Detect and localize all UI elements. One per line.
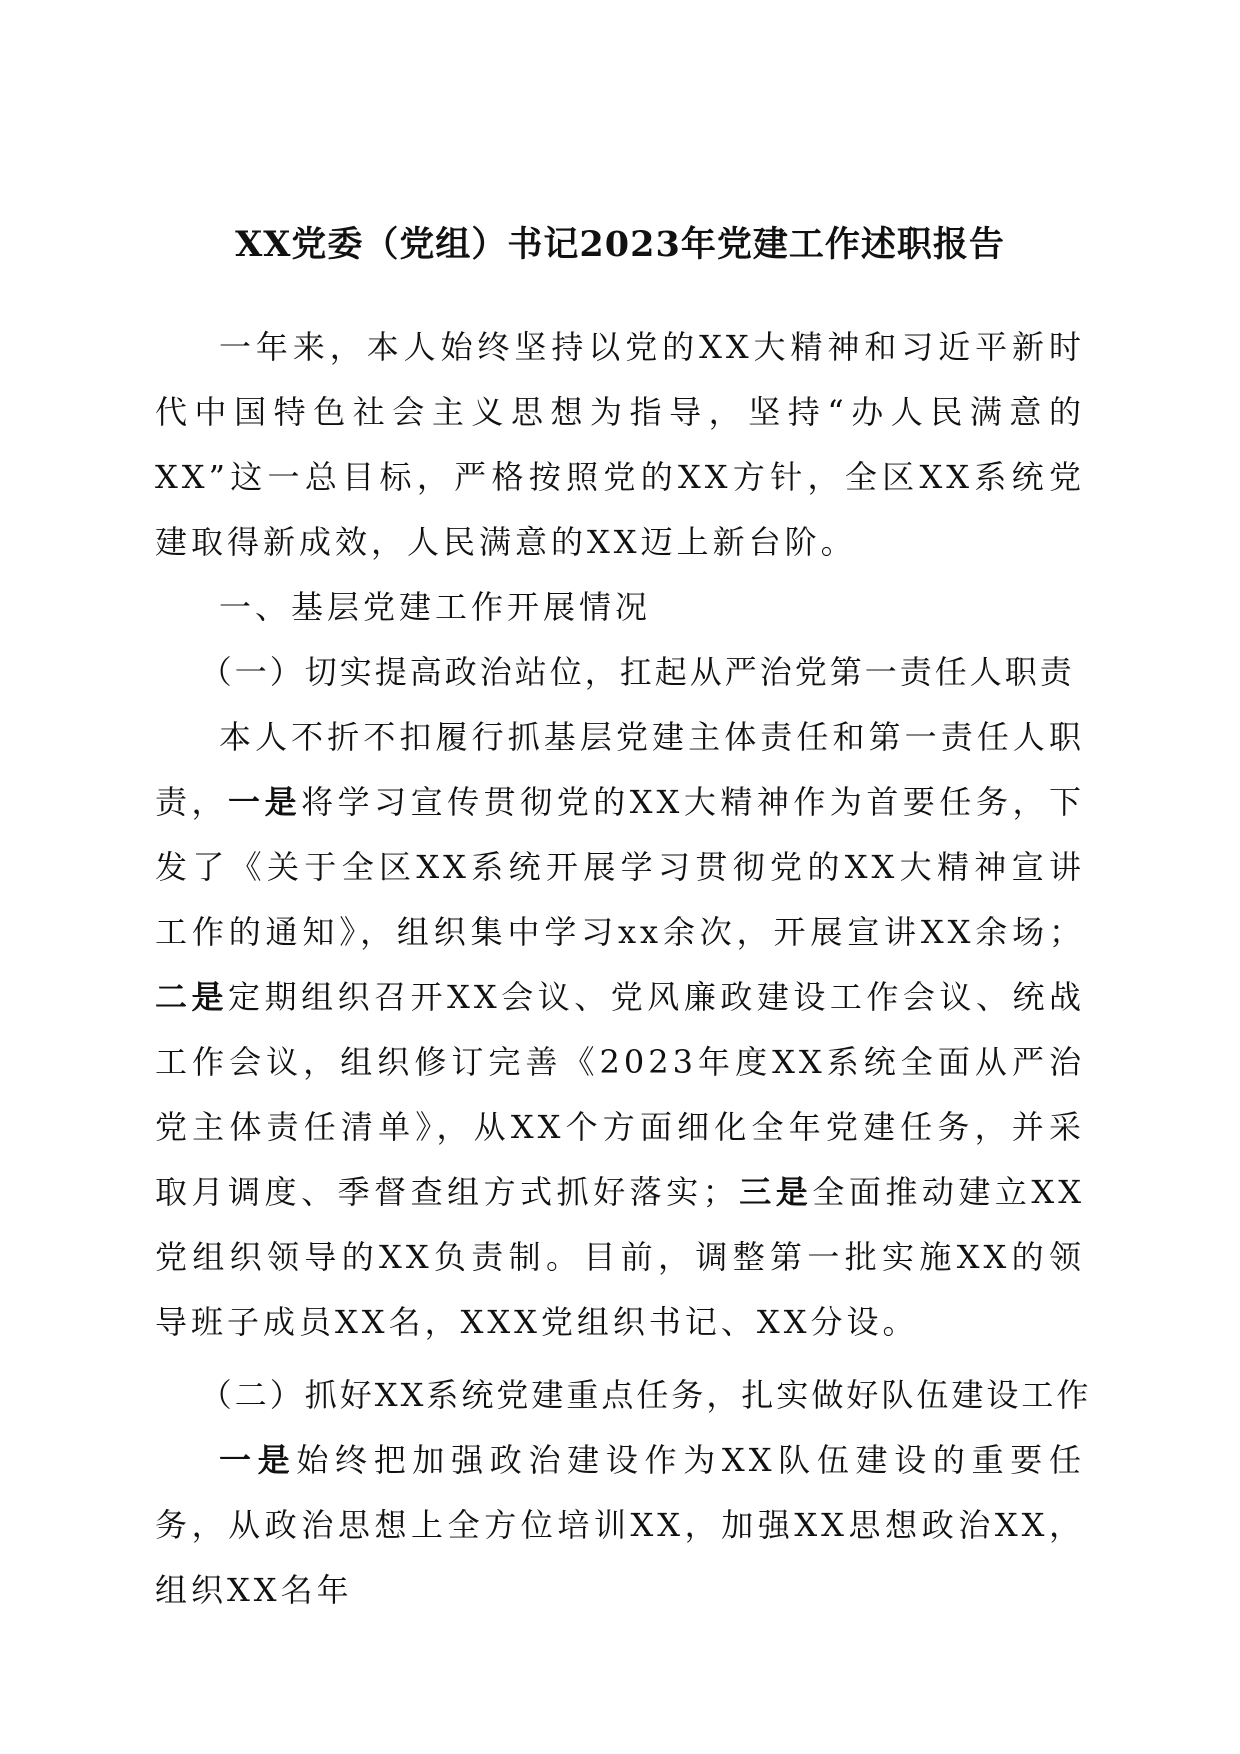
paragraph-text: 始终把加强政治建设作为XX队伍建设的重要任务，从政治思想上全方位培训XX，加强XX思想政治XX，组织XX名年 [155,1441,1085,1609]
subsection-heading-1: （一）切实提高政治站位，扛起从严治党第一责任人职责 [199,653,1075,691]
subsection-1-paragraph [155,705,1085,1355]
enumeration-lead: 三是 [738,1173,813,1211]
enumeration-lead: 一是 [219,1441,297,1479]
paragraph-text: 全面推动建立XX党组织领导的XX负责制。目前，调整第一批实施XX的领导班子成员XX名，XXX党组织书记、XX分设。 [155,1173,1085,1341]
subsection-2-paragraph [155,1428,1085,1623]
intro-paragraph: 一年来，本人始终坚持以党的XX大精神和习近平新时代中国特色社会主义思想为指导，坚持“办人民满意的XX”这一总目标，严格按照党的XX方针，全区XX系统党建取得新成效，人民满意的XX迈上新台阶。 [155,328,1085,561]
section-heading-1: 一、基层党建工作开展情况 [219,588,652,626]
spacer [155,1355,1085,1363]
paragraph-text: 将学习宣传贯彻党的XX大精神作为首要任务，下发了《关于全区XX系统开展学习贯彻党的XX大精神宣讲工作的通知》，组织集中学习xx余次，开展宣讲XX余场； [155,783,1085,951]
document-title: XX党委（党组）书记2023年党建工作述职报告 [235,224,1005,265]
document-body [155,315,1092,1623]
paragraph-text: 定期组织召开XX会议、党风廉政建设工作会议、统战工作会议，组织修订完善《2023年度XX系统全面从严治党主体责任清单》，从XX个方面细化全年党建任务，并采取月调度、季督查组方式抓好落实； [155,978,1085,1211]
subsection-heading-2: （二）抓好XX系统党建重点任务，扎实做好队伍建设工作 [199,1376,1092,1414]
paragraph-text: 本人不折不扣履行抓基层党建主体责任和第一责任人职责， [155,718,1085,821]
enumeration-lead: 二是 [155,978,229,1016]
enumeration-lead: 一是 [228,783,302,821]
